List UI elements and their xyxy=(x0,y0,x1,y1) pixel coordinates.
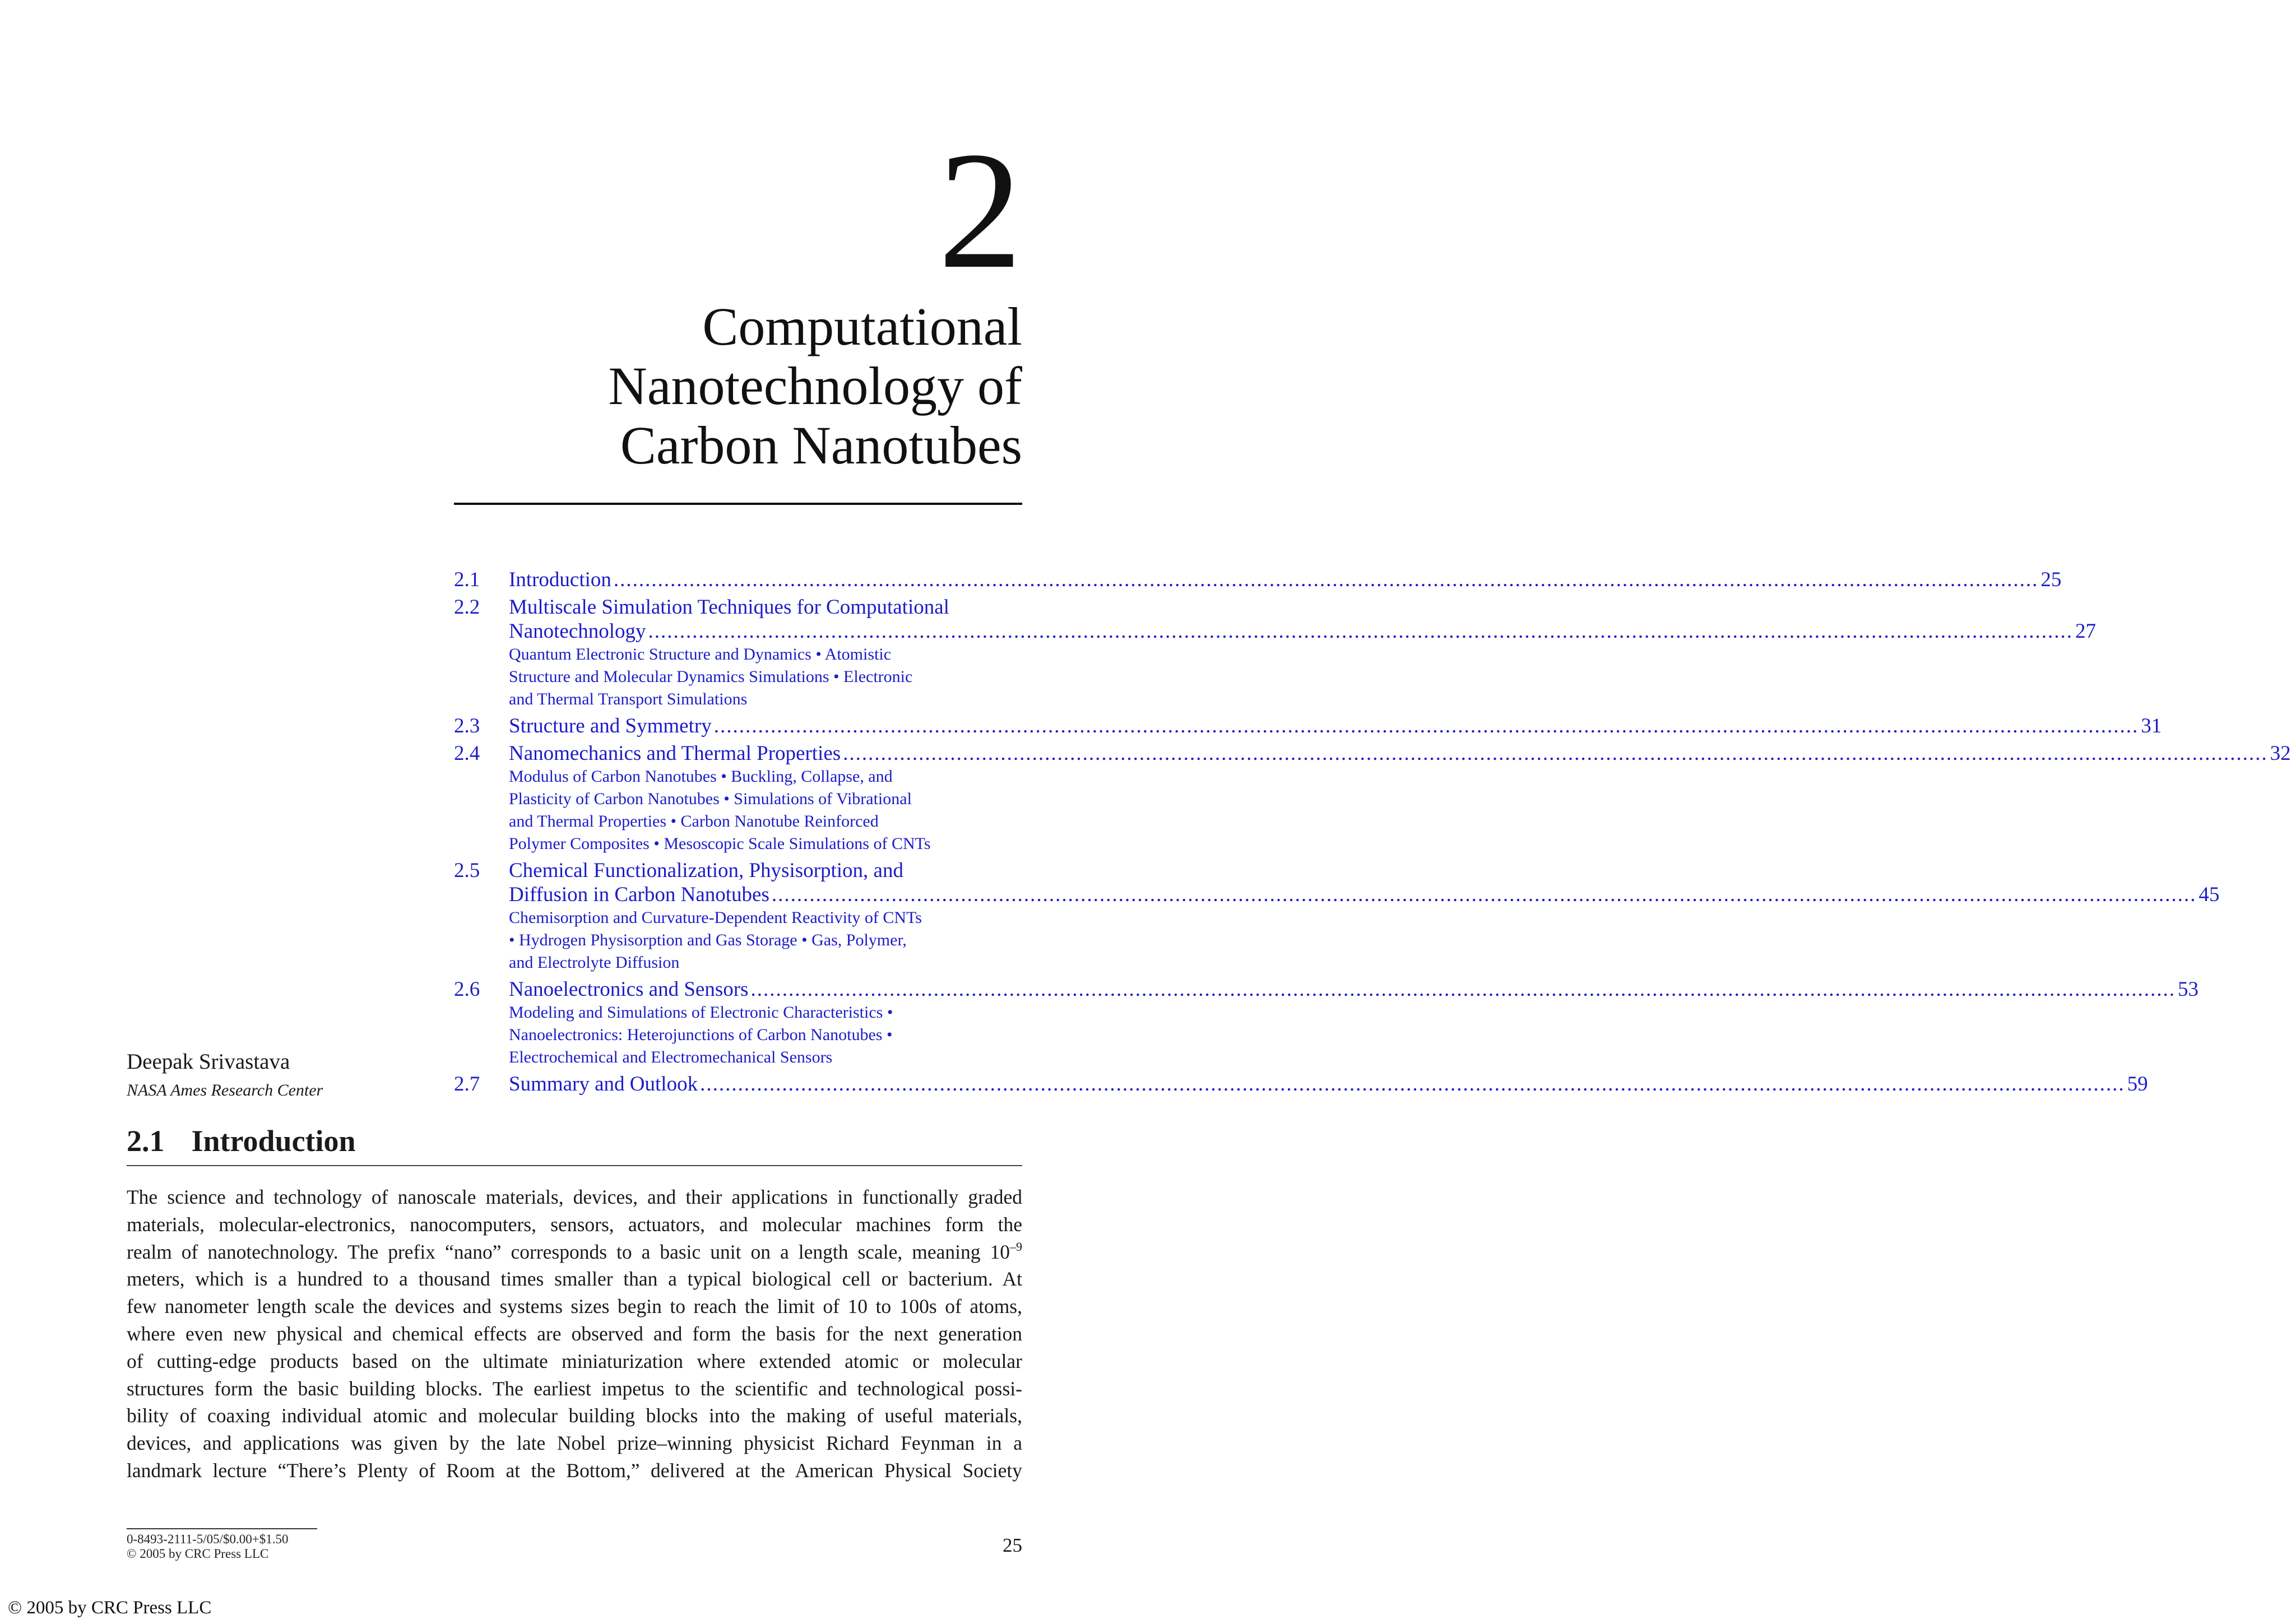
body-line: devices, and applications was given by the late Nobel prize–winning physicist Richard Feynman in a xyxy=(127,1432,1022,1455)
toc-label[interactable]: Structure and Symmetry xyxy=(509,714,712,737)
body-line-text: realm of nanotechnology. The prefix “nano” corresponds to a basic unit on a length scale, meaning 10 xyxy=(127,1240,1010,1263)
author-name: Deepak Srivastava xyxy=(127,1050,290,1074)
body-line: few nanometer length scale the devices and systems sizes begin to reach the limit of 10 to 100s of atoms, xyxy=(127,1295,1022,1318)
toc-page[interactable]: 59 xyxy=(2127,1073,2148,1096)
toc-label[interactable]: Multiscale Simulation Techniques for Computational xyxy=(509,596,949,619)
toc-leader-dots xyxy=(614,568,2039,592)
body-line: meters, which is a hundred to a thousand times smaller than a typical biological cell or bacterium. At xyxy=(127,1268,1022,1291)
toc-subtopic-line[interactable]: Plasticity of Carbon Nanotubes • Simulations of Vibrational xyxy=(509,790,912,808)
toc-label[interactable]: Nanoelectronics and Sensors xyxy=(509,978,749,1001)
footnote-rule xyxy=(127,1528,317,1529)
toc-subtopic-line[interactable]: Modulus of Carbon Nanotubes • Buckling, Collapse, and xyxy=(509,767,893,786)
toc-page[interactable]: 27 xyxy=(2075,620,2097,643)
toc-number: 2.2 xyxy=(454,596,480,619)
body-line: materials, molecular-electronics, nanocomputers, sensors, actuators, and molecular machines form the xyxy=(127,1213,1022,1236)
author-affiliation: NASA Ames Research Center xyxy=(127,1081,323,1099)
footer-isbn: 0-8493-2111-5/05/$0.00+$1.50 xyxy=(127,1532,289,1546)
toc-subtopic-line[interactable]: Quantum Electronic Structure and Dynamics • Atomistic xyxy=(509,645,892,663)
chapter-title xyxy=(462,297,1022,475)
toc-entry-2-6[interactable] xyxy=(454,977,2199,1069)
toc-page[interactable]: 32 xyxy=(2270,742,2291,765)
toc-number: 2.5 xyxy=(454,859,480,882)
toc-number: 2.4 xyxy=(454,742,480,765)
toc-leader-dots xyxy=(700,1072,2125,1096)
toc-subtopic-line[interactable]: and Electrolyte Diffusion xyxy=(509,953,680,972)
toc-entry-2-4[interactable] xyxy=(454,741,2291,855)
superscript-exponent: –9 xyxy=(1010,1239,1022,1254)
table-of-contents xyxy=(454,568,2291,1096)
section-rule xyxy=(127,1165,1022,1166)
toc-subtopics xyxy=(509,907,968,974)
page-number: 25 xyxy=(1003,1534,1022,1556)
toc-subtopics xyxy=(509,765,968,855)
section-number: 2.1 xyxy=(127,1124,165,1158)
toc-leader-dots xyxy=(648,619,2074,643)
toc-page[interactable]: 25 xyxy=(2040,568,2062,591)
toc-number: 2.3 xyxy=(454,714,480,737)
body-line xyxy=(127,1238,1022,1266)
toc-leader-dots xyxy=(750,977,2176,1001)
toc-label[interactable]: Nanomechanics and Thermal Properties xyxy=(509,742,841,765)
toc-label[interactable]: Nanotechnology xyxy=(509,620,646,643)
chapter-title-line: Computational xyxy=(702,296,1022,356)
toc-entry-2-3[interactable] xyxy=(454,714,2162,738)
toc-entry-2-2[interactable] xyxy=(454,595,2097,711)
toc-subtopics xyxy=(509,1001,968,1069)
body-line: landmark lecture “There’s Plenty of Room at the Bottom,” delivered at the American Physical Society xyxy=(127,1459,1022,1482)
toc-subtopic-line[interactable]: Nanoelectronics: Heterojunctions of Carbon Nanotubes • xyxy=(509,1026,893,1044)
section-title: Introduction xyxy=(191,1124,356,1158)
toc-subtopic-line[interactable]: • Hydrogen Physisorption and Gas Storage • Gas, Polymer, xyxy=(509,931,907,949)
toc-subtopic-line[interactable]: Electrochemical and Electromechanical Sensors xyxy=(509,1048,833,1066)
body-line: of cutting-edge products based on the ultimate miniaturization where extended atomic or molecular xyxy=(127,1349,1022,1372)
body-line: The science and technology of nanoscale materials, devices, and their applications in functionally graded xyxy=(127,1186,1022,1208)
toc-subtopic-line[interactable]: Structure and Molecular Dynamics Simulations • Electronic xyxy=(509,667,913,686)
toc-subtopic-line[interactable]: and Thermal Transport Simulations xyxy=(509,690,748,708)
toc-label[interactable]: Diffusion in Carbon Nanotubes xyxy=(509,883,769,906)
footer-copyright: © 2005 by CRC Press LLC xyxy=(127,1547,269,1561)
toc-leader-dots xyxy=(714,714,2139,738)
toc-number: 2.1 xyxy=(454,568,480,591)
toc-subtopic-line[interactable]: Polymer Composites • Mesoscopic Scale Simulations of CNTs xyxy=(509,834,931,853)
toc-subtopics xyxy=(509,643,968,711)
chapter-title-line: Nanotechnology of xyxy=(608,356,1022,416)
toc-subtopic-line[interactable]: Chemisorption and Curvature-Dependent Reactivity of CNTs xyxy=(509,908,922,927)
toc-leader-dots xyxy=(772,883,2197,907)
toc-page[interactable]: 45 xyxy=(2199,883,2220,906)
toc-label[interactable]: Chemical Functionalization, Physisorption, and xyxy=(509,859,903,882)
toc-leader-dots xyxy=(843,741,2268,765)
title-rule xyxy=(454,503,1022,505)
toc-page[interactable]: 31 xyxy=(2141,714,2162,737)
body-line: bility of coaxing individual atomic and molecular building blocks into the making of useful materials, xyxy=(127,1404,1022,1427)
bottom-copyright: © 2005 by CRC Press LLC xyxy=(8,1598,212,1618)
toc-number: 2.7 xyxy=(454,1073,480,1096)
toc-entry-2-7[interactable] xyxy=(454,1072,2148,1096)
toc-label[interactable]: Introduction xyxy=(509,568,611,591)
section-heading xyxy=(127,1124,356,1158)
toc-page[interactable]: 53 xyxy=(2177,978,2199,1001)
body-line: where even new physical and chemical effects are observed and form the basis for the next generation xyxy=(127,1322,1022,1345)
toc-subtopic-line[interactable]: and Thermal Properties • Carbon Nanotube Reinforced xyxy=(509,812,879,830)
body-line: structures form the basic building blocks. The earliest impetus to the scientific and technological possi- xyxy=(127,1377,1022,1400)
toc-number: 2.6 xyxy=(454,978,480,1001)
toc-subtopic-line[interactable]: Modeling and Simulations of Electronic Characteristics • xyxy=(509,1003,893,1022)
toc-label[interactable]: Summary and Outlook xyxy=(509,1073,698,1096)
toc-entry-2-5[interactable] xyxy=(454,859,2220,974)
toc-entry-2-1[interactable] xyxy=(454,568,2062,592)
body-paragraph xyxy=(127,1184,1022,1484)
chapter-number: 2 xyxy=(938,117,1022,303)
chapter-title-line: Carbon Nanotubes xyxy=(620,415,1022,475)
